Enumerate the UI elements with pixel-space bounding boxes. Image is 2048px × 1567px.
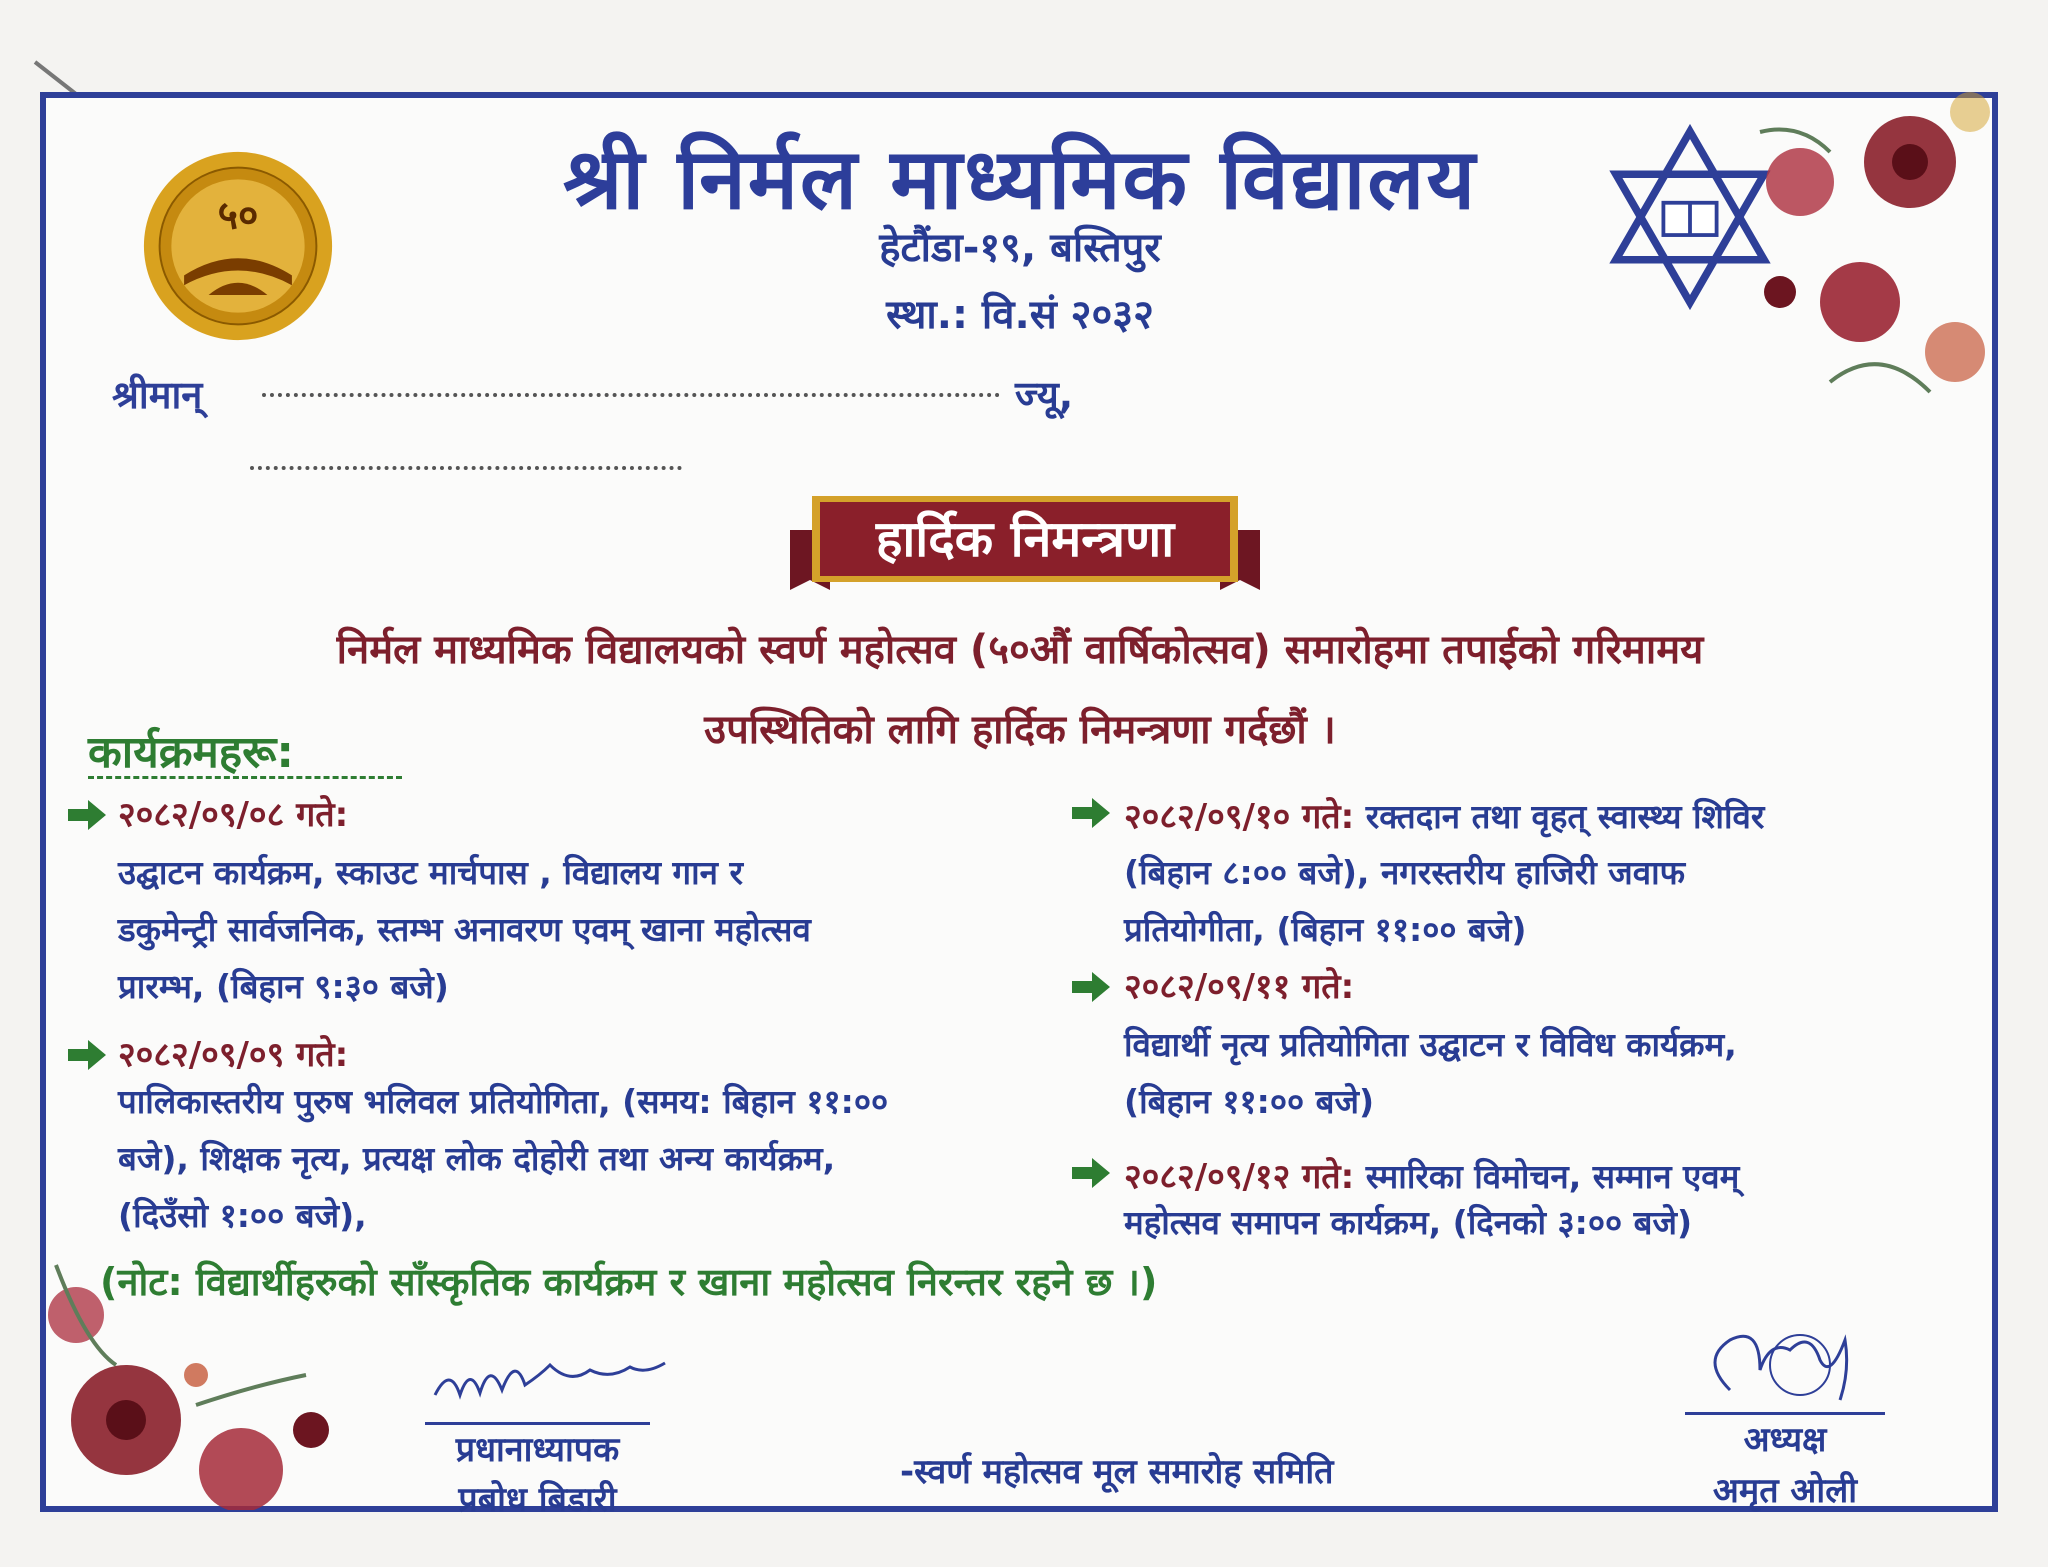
- school-logo: [140, 148, 336, 344]
- program-desc-line: महोत्सव समापन कार्यक्रम, (दिनको ३:०० बजे): [1124, 1203, 1693, 1242]
- intro-line-1: निर्मल माध्यमिक विद्यालयको स्वर्ण महोत्सव (५०औं वार्षिकोत्सव) समारोहमा तपाईको गरिमामय: [336, 627, 1704, 673]
- program-desc-line: डकुमेन्ट्री सार्वजनिक, स्तम्भ अनावरण एवम् खाना महोत्सव: [118, 910, 811, 949]
- note-text: (नोट: विद्यार्थीहरुको साँस्कृतिक कार्यक्रम र खाना महोत्सव निरन्तर रहने छ ।): [100, 1260, 1158, 1304]
- flower-decoration-top-right: [1740, 92, 1998, 432]
- headmaster-name: प्रबोध बिडारी: [458, 1480, 617, 1520]
- programs-heading: कार्यक्रमहरू:: [88, 727, 294, 778]
- school-name: श्री निर्मल माध्यमिक विद्यालय: [562, 130, 1478, 228]
- program-date-suffix: स्मारिका विमोचन, सम्मान एवम्: [1354, 1157, 1740, 1196]
- arrow-right-icon: [1072, 1158, 1110, 1188]
- program-desc-line: बजे), शिक्षक नृत्य, प्रत्यक्ष लोक दोहोरी तथा अन्य कार्यक्रम,: [118, 1139, 836, 1178]
- chair-signature: [1700, 1320, 1860, 1412]
- program-desc-line: विद्यार्थी नृत्य प्रतियोगिता उद्घाटन र विविध कार्यक्रम,: [1124, 1025, 1737, 1064]
- arrow-right-icon: [68, 1040, 106, 1070]
- established-date: स्था.: वि.सं २०३२: [886, 292, 1154, 338]
- programs-heading-underline: [88, 776, 402, 779]
- school-address: हेटौंडा-१९, बस्तिपुर: [879, 225, 1161, 271]
- program-desc-line: प्रतियोगीता, (बिहान ११:०० बजे): [1124, 910, 1527, 949]
- intro-line-2: उपस्थितिको लागि हार्दिक निमन्त्रणा गर्दछौं ।: [704, 707, 1336, 753]
- name-blank-line-2: [250, 466, 682, 470]
- salutation-prefix: श्रीमान्: [112, 373, 203, 417]
- program-date: २०८२/०९/०९ गते:: [118, 1035, 349, 1075]
- arrow-right-icon: [68, 800, 106, 830]
- program-desc-line: (बिहान ११:०० बजे): [1124, 1082, 1375, 1121]
- program-date: २०८२/०९/०८ गते:: [118, 795, 349, 835]
- program-desc-line: प्रारम्भ, (बिहान ९:३० बजे): [118, 967, 449, 1006]
- salutation-honorific: ज्यू,: [1015, 373, 1074, 417]
- program-date: २०८२/०९/१२ गते:: [1124, 1157, 1355, 1197]
- program-desc-line: (बिहान ८:०० बजे), नगरस्तरीय हाजिरी जवाफ: [1124, 853, 1686, 892]
- program-date: २०८२/०९/११ गते:: [1124, 967, 1355, 1007]
- program-desc-line: (दिउँसो १:०० बजे),: [118, 1196, 367, 1235]
- chair-name: अमृत ओली: [1712, 1471, 1858, 1511]
- headmaster-signature: [430, 1345, 670, 1415]
- arrow-right-icon: [1072, 972, 1110, 1002]
- program-desc-line: उद्घाटन कार्यक्रम, स्काउट मार्चपास , विद्यालय गान र: [118, 853, 743, 892]
- name-blank-line: [262, 393, 1000, 397]
- program-date-suffix: रक्तदान तथा वृहत् स्वास्थ्य शिविर: [1354, 797, 1765, 836]
- committee-name: -स्वर्ण महोत्सव मूल समारोह समिति: [900, 1452, 1334, 1492]
- headmaster-title: प्रधानाध्यापक: [455, 1430, 620, 1470]
- chair-title: अध्यक्ष: [1743, 1420, 1827, 1460]
- program-date: २०८२/०९/१० गते:: [1124, 797, 1355, 837]
- program-desc-line: पालिकास्तरीय पुरुष भलिवल प्रतियोगिता, (समय: बिहान ११:००: [118, 1082, 889, 1121]
- banner-title: हार्दिक निमन्त्रणा: [875, 510, 1175, 568]
- logo-number: ५०: [217, 193, 259, 239]
- arrow-right-icon: [1072, 798, 1110, 828]
